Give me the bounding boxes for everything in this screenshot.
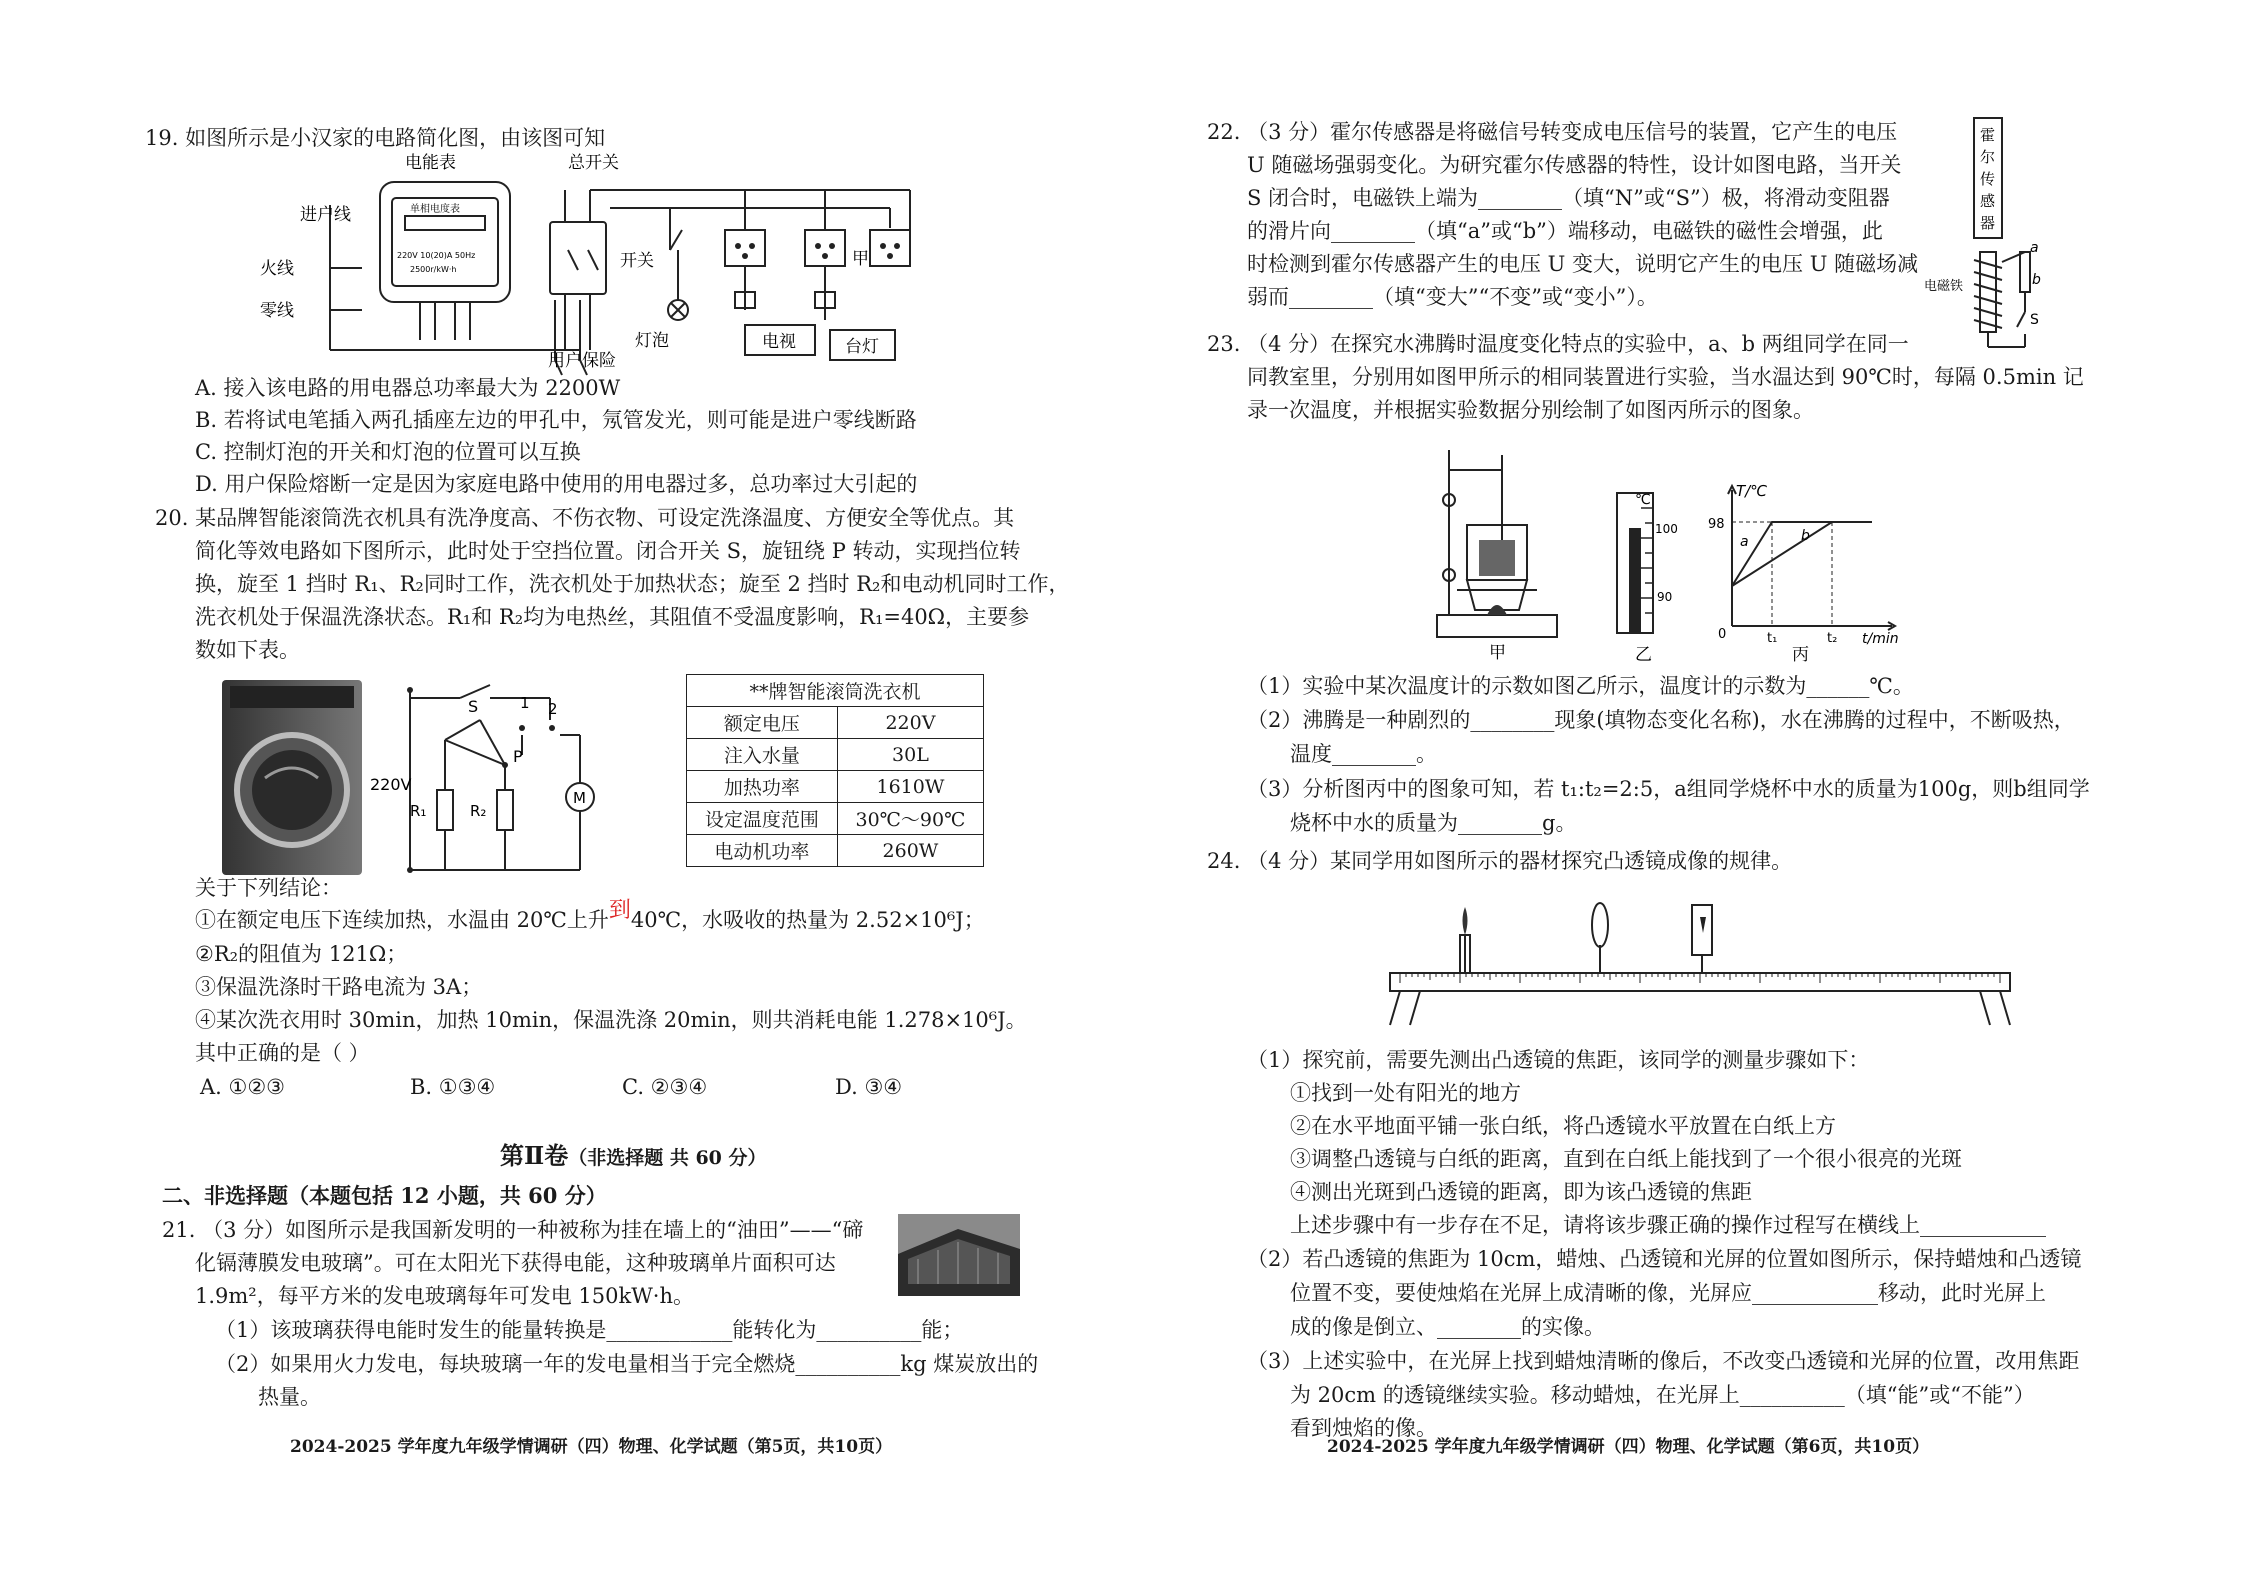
q20-conclusion-4: ④某次洗衣用时 30min，加热 10min，保温洗涤 20min，则共消耗电能 1.278×10⁶J。	[195, 1008, 1027, 1032]
q24-step-4: ④测出光斑到凸透镜的距离，即为该凸透镜的焦距	[1290, 1180, 1752, 1204]
washing-machine-image	[220, 678, 365, 878]
q20-option-b: B. ①③④	[410, 1075, 496, 1099]
label-fuse: 用户保险	[548, 351, 616, 371]
hall-sensor-figure	[1924, 112, 2042, 352]
q23-sub1: （1）实验中某次温度计的示数如图乙所示，温度计的示数为______℃。	[1247, 674, 1914, 698]
table-row	[687, 707, 984, 739]
right-page	[1122, 0, 2244, 1586]
label-m: M	[573, 789, 586, 807]
q20-conclusion-1	[195, 898, 985, 935]
label-r2: R₂	[470, 802, 487, 820]
section-title: 第Ⅱ卷	[500, 1141, 569, 1170]
q20-stem-line5: 数如下表。	[195, 638, 300, 662]
label-p: P	[513, 747, 523, 766]
table-row	[687, 771, 984, 803]
q24-step-note: 上述步骤中有一步存在不足，请将该步骤正确的操作过程写在横线上____________	[1290, 1213, 2046, 1237]
q19-option-a: A. 接入该电路的用电器总功率最大为 2200W	[195, 376, 621, 400]
boiling-apparatus-figure	[1427, 440, 1567, 663]
table-cell: 设定温度范围	[687, 803, 838, 835]
thermometer-figure	[1597, 488, 1697, 663]
q20-option-a: A. ①②③	[200, 1075, 285, 1099]
label-jia: 甲	[1489, 643, 1506, 663]
q20-circuit-figure	[370, 680, 610, 880]
label-meter-title: 单相电度表	[410, 204, 460, 215]
q22-line4: 的滑片向________（填“a”或“b”）端移动，电磁铁的磁性会增强，此	[1247, 219, 1883, 243]
label-100: 100	[1655, 522, 1678, 536]
q20-stem-line2: 简化等效电路如下图所示，此时处于空挡位置。闭合开关 S，旋钮绕 P 转动，实现挡位转	[195, 539, 1021, 563]
q24-sub1: （1）探究前，需要先测出凸透镜的焦距，该同学的测量步骤如下：	[1247, 1048, 1870, 1072]
label-meter-spec: 220V 10(20)A 50Hz	[397, 251, 476, 260]
table-row	[687, 803, 984, 835]
conclusion-1-part-a: ①在额定电压下连续加热，水温由 20℃上升	[195, 908, 609, 932]
section-subtitle: （非选择题 共 60 分）	[568, 1147, 767, 1169]
q24-sub3-line3: 看到烛焰的像。	[1290, 1416, 1437, 1440]
table-cell: 加热功率	[687, 771, 838, 803]
q22-line2: U 随磁场强弱变化。为研究霍尔传感器的特性，设计如图电路，当开关	[1247, 153, 1902, 177]
q21-line1: 21. （3 分）如图所示是我国新发明的一种被称为挂在墙上的“油田”——“碲	[162, 1218, 864, 1242]
q21-sub1: （1）该玻璃获得电能时发生的能量转换是____________能转化为__________能；	[215, 1318, 964, 1342]
q24-stem: 24. （4 分）某同学用如图所示的器材探究凸透镜成像的规律。	[1207, 849, 1793, 873]
q20-conclusion-2: ②R₂的阻值为 121Ω；	[195, 942, 408, 966]
table-title: **牌智能滚筒洗衣机	[687, 675, 984, 707]
table-row	[687, 739, 984, 771]
table-cell: 220V	[837, 707, 983, 739]
label-incoming: 进户线	[300, 205, 351, 225]
q20-stem-line1: 20. 某品牌智能滚筒洗衣机具有洗净度高、不伤衣物、可设定洗涤温度、方便安全等优点。其	[155, 506, 1015, 530]
q20-stem-line3: 换，旋至 1 挡时 R₁、R₂同时工作，洗衣机处于加热状态；旋至 2 挡时 R₂和电动机同时工作，	[195, 572, 1070, 596]
label-jia: 甲	[852, 249, 869, 269]
q24-step-1: ①找到一处有阳光的地方	[1290, 1081, 1521, 1105]
label-yi: 乙	[1635, 645, 1652, 665]
q21-sub2-cont: 热量。	[258, 1385, 321, 1409]
label-b: b	[2032, 272, 2041, 288]
q23-line3: 录一次温度，并根据实验数据分别绘制了如图丙所示的图象。	[1247, 398, 1814, 422]
graph-xlabel: t/min	[1862, 631, 1899, 647]
q21-sub2: （2）如果用火力发电，每块玻璃一年的发电量相当于完全燃烧__________kg 煤炭放出的	[215, 1352, 1039, 1376]
q20-lead: 关于下列结论：	[195, 876, 342, 900]
q20-conclusion-3: ③保温洗涤时干路电流为 3A；	[195, 975, 483, 999]
label-meter-rev: 2500r/kW·h	[410, 265, 457, 274]
handwritten-correction: 到	[608, 898, 631, 923]
table-cell: 260W	[837, 835, 983, 867]
q21-line3: 1.9m²，每平方米的发电玻璃每年可发电 150kW·h。	[195, 1284, 694, 1308]
label-220v: 220V	[370, 775, 412, 794]
label-live: 火线	[260, 259, 294, 279]
q22-line3: S 闭合时，电磁铁上端为________（填“N”或“S”）极，将滑动变阻器	[1247, 186, 1890, 210]
solar-glass-building-image	[898, 1214, 1020, 1296]
q20-option-c: C. ②③④	[622, 1075, 708, 1099]
label-r1: R₁	[410, 802, 427, 820]
optical-bench-figure	[1380, 895, 2020, 1040]
washer-spec-table	[686, 674, 984, 867]
q22-line6: 弱而________（填“变大”“不变”或“变小”）。	[1247, 285, 1658, 309]
sensor-char: 感	[1980, 192, 1996, 210]
q24-step-3: ③调整凸透镜与白纸的距离，直到在白纸上能找到了一个很小很亮的光斑	[1290, 1147, 1962, 1171]
q22-line1: 22. （3 分）霍尔传感器是将磁信号转变成电压信号的装置，它产生的电压	[1207, 120, 1898, 144]
page-footer-right: 2024-2025 学年度九年级学情调研（四）物理、化学试题（第6页，共10页）	[1327, 1437, 1930, 1457]
label-neutral: 零线	[260, 301, 294, 321]
q20-option-d: D. ③④	[835, 1075, 903, 1099]
q21-line2: 化镉薄膜发电玻璃”。可在太阳光下获得电能，这种玻璃单片面积可达	[195, 1251, 836, 1275]
part-two-heading: 二、非选择题（本题包括 12 小题，共 60 分）	[162, 1183, 607, 1208]
q19-circuit-figure	[250, 150, 950, 372]
label-meter: 电能表	[405, 153, 456, 173]
graph-ylabel: T/℃	[1736, 482, 1768, 500]
label-s: S	[468, 697, 479, 716]
section-heading	[500, 1142, 767, 1172]
q20-stem-line4: 洗衣机处于保温洗涤状态。R₁和 R₂均为电热丝，其阻值不受温度影响，R₁=40Ω，主要参	[195, 605, 1030, 629]
q23-sub2: （2）沸腾是一种剧烈的________现象(填物态变化名称)，水在沸腾的过程中，不断吸热，	[1247, 708, 2075, 732]
table-cell: 1610W	[837, 771, 983, 803]
conclusion-1-part-b: 40℃，水吸收的热量为 2.52×10⁶J；	[630, 908, 985, 932]
q19-option-d: D. 用户保险熔断一定是因为家庭电路中使用的用电器过多，总功率过大引起的	[195, 472, 918, 496]
q23-sub2-cont: 温度________。	[1290, 742, 1437, 766]
graph-series-label-a: a	[1740, 534, 1749, 550]
temperature-time-graph	[1702, 478, 1912, 663]
label-2: 2	[548, 700, 558, 718]
sensor-char: 霍	[1980, 126, 1996, 144]
label-switch: 开关	[620, 251, 654, 271]
q23-sub3: （3）分析图丙中的图象可知，若 t₁:t₂=2:5，a组同学烧杯中水的质量为100g，则b组同学	[1247, 777, 2090, 801]
label-tv: 电视	[762, 332, 796, 352]
q19-option-c: C. 控制灯泡的开关和灯泡的位置可以互换	[195, 440, 581, 464]
graph-ytick-98: 98	[1708, 517, 1725, 532]
label-s: S	[2030, 312, 2039, 328]
q19-option-b: B. 若将试电笔插入两孔插座左边的甲孔中，氖管发光，则可能是进户零线断路	[195, 408, 917, 432]
q24-sub2-line3: 成的像是倒立、________的实像。	[1290, 1315, 1605, 1339]
graph-xtick: t₂	[1827, 631, 1838, 646]
graph-series-label-b: b	[1801, 528, 1810, 544]
label-unit: ℃	[1635, 492, 1651, 508]
q23-line1: 23. （4 分）在探究水沸腾时温度变化特点的实验中，a、b 两组同学在同一	[1207, 332, 1909, 356]
q23-line2: 同教室里，分别用如图甲所示的相同装置进行实验，当水温达到 90℃时，每隔 0.5min 记	[1247, 365, 2084, 389]
table-cell: 额定电压	[687, 707, 838, 739]
page-footer-left: 2024-2025 学年度九年级学情调研（四）物理、化学试题（第5页，共10页）	[290, 1437, 893, 1457]
label-desk-lamp: 台灯	[845, 337, 879, 357]
sensor-char: 尔	[1980, 148, 1996, 166]
table-cell: 30℃～90℃	[837, 803, 983, 835]
table-cell: 电动机功率	[687, 835, 838, 867]
label-1: 1	[520, 694, 530, 712]
label-lamp: 灯泡	[635, 331, 669, 351]
sensor-char: 器	[1980, 214, 1996, 232]
q20-ask: 其中正确的是（ ）	[195, 1041, 370, 1065]
q24-sub3: （3）上述实验中，在光屏上找到蜡烛清晰的像后，不改变凸透镜和光屏的位置，改用焦距	[1247, 1349, 2080, 1373]
q24-sub2-line2: 位置不变，要使烛焰在光屏上成清晰的像，光屏应____________移动，此时光屏上	[1290, 1281, 2046, 1305]
label-bing: 丙	[1792, 645, 1809, 665]
q24-sub2: （2）若凸透镜的焦距为 10cm，蜡烛、凸透镜和光屏的位置如图所示，保持蜡烛和凸透镜	[1247, 1247, 2082, 1271]
label-90: 90	[1657, 590, 1673, 604]
sensor-char: 传	[1980, 170, 1996, 188]
q19-stem: 19. 如图所示是小汉家的电路简化图，由该图可知	[145, 126, 606, 150]
q23-sub3-cont: 烧杯中水的质量为________g。	[1290, 811, 1577, 835]
q24-step-2: ②在水平地面平铺一张白纸，将凸透镜水平放置在白纸上方	[1290, 1114, 1836, 1138]
label-main-switch: 总开关	[568, 153, 619, 173]
graph-origin: 0	[1718, 627, 1727, 642]
label-electromagnet: 电磁铁	[1924, 279, 1964, 294]
table-cell: 注入水量	[687, 739, 838, 771]
table-row	[687, 835, 984, 867]
label-a: a	[2030, 240, 2039, 256]
table-cell: 30L	[837, 739, 983, 771]
q24-sub3-line2: 为 20cm 的透镜继续实验。移动蜡烛，在光屏上__________（填“能”或“不能”）	[1290, 1383, 2035, 1407]
graph-xtick: t₁	[1767, 631, 1778, 646]
q22-line5: 时检测到霍尔传感器产生的电压 U 变大，说明它产生的电压 U 随磁场减	[1247, 252, 1919, 276]
